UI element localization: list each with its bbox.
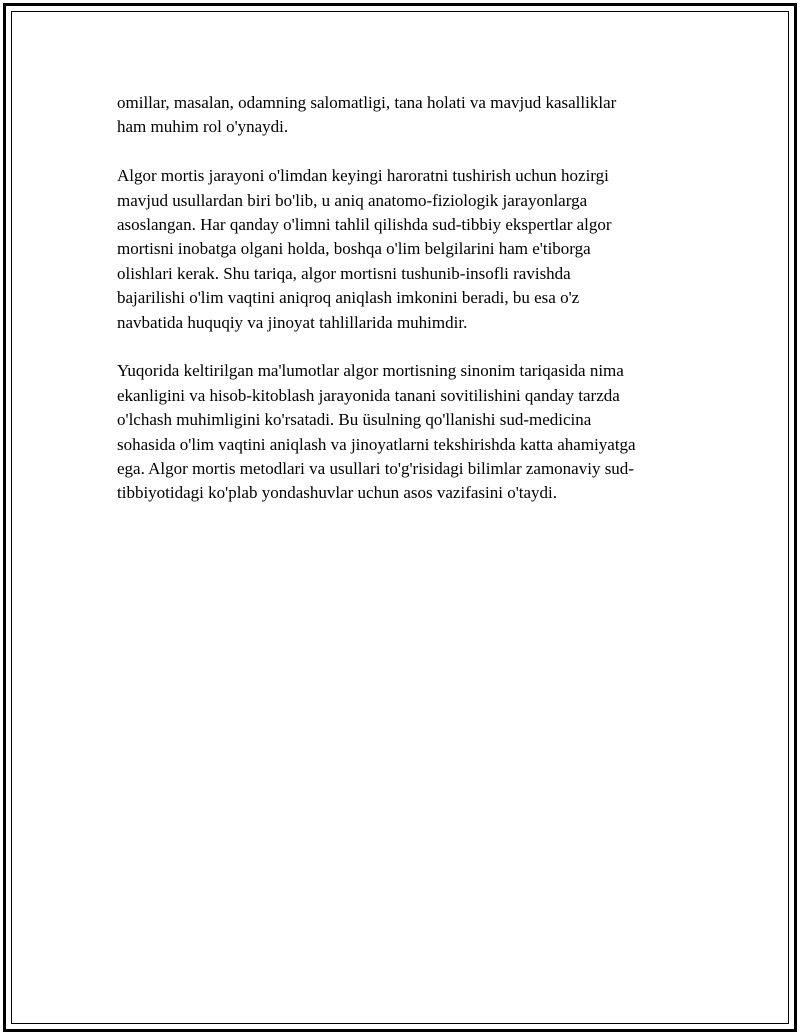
text-line: omillar, masalan, odamning salomatligi, tana holati va mavjud kasalliklar [117, 93, 617, 112]
paragraph-2 [117, 164, 697, 335]
text-line: mavjud usullardan biri bo'lib, u aniq anatomo-fiziologik jarayonlarga [117, 190, 588, 210]
text-line: o'lchash muhimligini ko'rsatadi. Bu üsulning qo'llanishi sud-medicina [117, 410, 592, 430]
text-line: ega. Algor mortis metodlari va usullari to'g'risidagi bilimlar zamonaviy sud- [117, 459, 634, 479]
paragraph-1 [117, 91, 697, 140]
text-line: ham muhim rol o'ynaydi. [117, 117, 289, 137]
text-line: bajarilishi o'lim vaqtini aniqroq aniqlash imkonini beradi, bu esa o'z [117, 288, 580, 308]
text-line: mortisni inobatga olgani holda, boshqa o'lim belgilarini ham e'tiborga [117, 239, 591, 259]
paragraph-3 [117, 359, 697, 505]
text-line: ekanligini va hisob-kitoblash jarayonida tanani sovitilishini qanday tarzda [117, 385, 620, 405]
document-body [117, 91, 697, 530]
text-line: navbatida huquqiy va jinoyat tahlillarida muhimdir. [117, 312, 468, 332]
text-line: sohasida o'lim vaqtini aniqlash va jinoyatlarni tekshirishda katta ahamiyatga [117, 434, 636, 454]
text-line: tibbiyotidagi ko'plab yondashuvlar uchun asos vazifasini o'taydi. [117, 483, 558, 503]
text-line: olishlari kerak. Shu tariqa, algor mortisni tushunib-insofli ravishda [117, 263, 571, 283]
text-line: Algor mortis jarayoni o'limdan keyingi haroratni tushirish uchun hozirgi [117, 166, 609, 186]
text-line: asoslangan. Har qanday o'limni tahlil qilishda sud-tibbiy ekspertlar algor [117, 215, 612, 235]
text-line: Yuqorida keltirilgan ma'lumotlar algor mortisning sinonim tariqasida nima [117, 361, 624, 381]
